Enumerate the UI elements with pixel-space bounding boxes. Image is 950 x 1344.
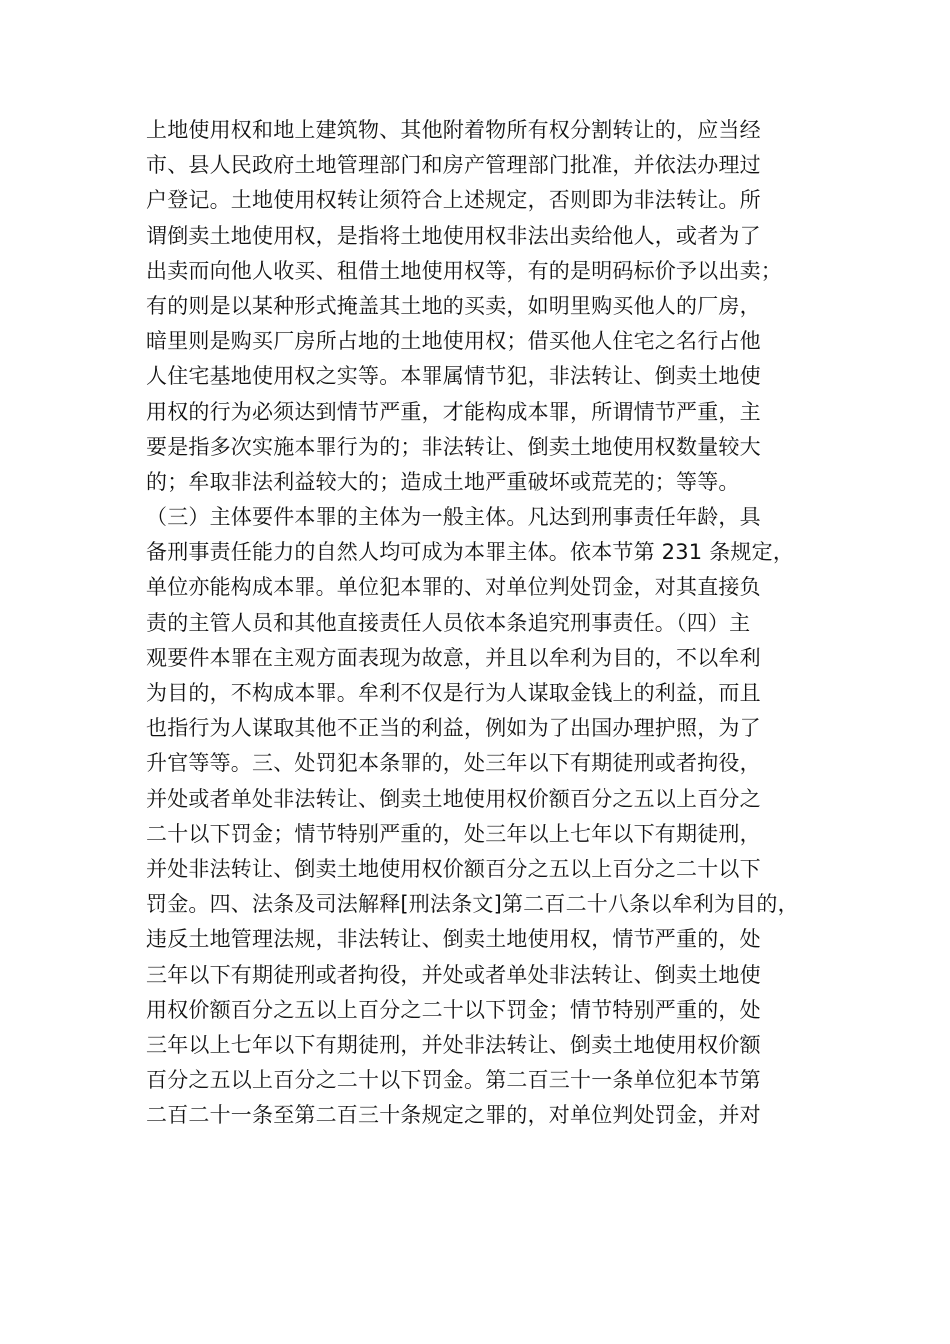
text-line: （三）主体要件本罪的主体为一般主体。凡达到刑事责任年龄，具 <box>146 505 761 530</box>
text-line: 并处非法转让、倒卖土地使用权价额百分之五以上百分之二十以下 <box>146 856 761 881</box>
text-line: 观要件本罪在主观方面表现为故意，并且以牟利为目的，不以牟利 <box>146 645 761 670</box>
text-line: 要是指多次实施本罪行为的；非法转让、倒卖土地使用权数量较大 <box>146 434 761 459</box>
text-line: 有的则是以某种形式掩盖其土地的买卖，如明里购买他人的厂房， <box>146 293 761 318</box>
text-line: 升官等等。三、处罚犯本条罪的，处三年以下有期徒刑或者拘役， <box>146 751 761 776</box>
text-line: 也指行为人谋取其他不正当的利益，例如为了出国办理护照，为了 <box>146 716 761 741</box>
text-line: 市、县人民政府土地管理部门和房产管理部门批准，并依法办理过 <box>146 153 761 178</box>
text-line: 单位亦能构成本罪。单位犯本罪的、对单位判处罚金，对其直接负 <box>146 575 761 600</box>
text-line: 上地使用权和地上建筑物、其他附着物所有权分割转让的，应当经 <box>146 118 761 142</box>
text-line: 二十以下罚金；情节特别严重的，处三年以上七年以下有期徒刑， <box>146 821 761 846</box>
text-line: 暗里则是购买厂房所占地的土地使用权；借买他人住宅之名行占他 <box>146 329 761 354</box>
body-text <box>146 113 816 1133</box>
text-line: 谓倒卖土地使用权，是指将土地使用权非法出卖给他人，或者为了 <box>146 223 761 248</box>
text-line: 的；牟取非法利益较大的；造成土地严重破坏或荒芜的；等等。 <box>146 469 740 494</box>
text-line: 户登记。土地使用权转让须符合上述规定，否则即为非法转让。所 <box>146 188 761 213</box>
text-line: 为目的，不构成本罪。牟利不仅是行为人谋取金钱上的利益，而且 <box>146 681 761 705</box>
text-line: 人住宅基地使用权之实等。本罪属情节犯，非法转让、倒卖土地使 <box>146 364 761 389</box>
text-line: 出卖而向他人收买、租借土地使用权等，有的是明码标价予以出卖； <box>146 258 782 283</box>
text-line: 罚金。四、法条及司法解释[刑法条文]第二百二十八条以牟利为目的， <box>146 892 799 917</box>
text-line: 百分之五以上百分之二十以下罚金。第二百三十一条单位犯本节第 <box>146 1068 761 1093</box>
text-line: 备刑事责任能力的自然人均可成为本罪主体。依本节第 231 条规定， <box>146 540 795 565</box>
text-line: 并处或者单处非法转让、倒卖土地使用权价额百分之五以上百分之 <box>146 786 761 811</box>
text-line: 二百二十一条至第二百三十条规定之罪的，对单位判处罚金，并对 <box>146 1103 761 1128</box>
text-line: 违反土地管理法规，非法转让、倒卖土地使用权，情节严重的，处 <box>146 927 761 952</box>
text-line: 三年以上七年以下有期徒刑，并处非法转让、倒卖土地使用权价额 <box>146 1032 761 1057</box>
text-line: 责的主管人员和其他直接责任人员依本条追究刑事责任。（四）主 <box>146 610 751 635</box>
text-line: 用权价额百分之五以上百分之二十以下罚金；情节特别严重的，处 <box>146 997 761 1022</box>
text-line: 用权的行为必须达到情节严重，才能构成本罪，所谓情节严重，主 <box>146 399 761 424</box>
text-line: 三年以下有期徒刑或者拘役，并处或者单处非法转让、倒卖土地使 <box>146 962 761 987</box>
